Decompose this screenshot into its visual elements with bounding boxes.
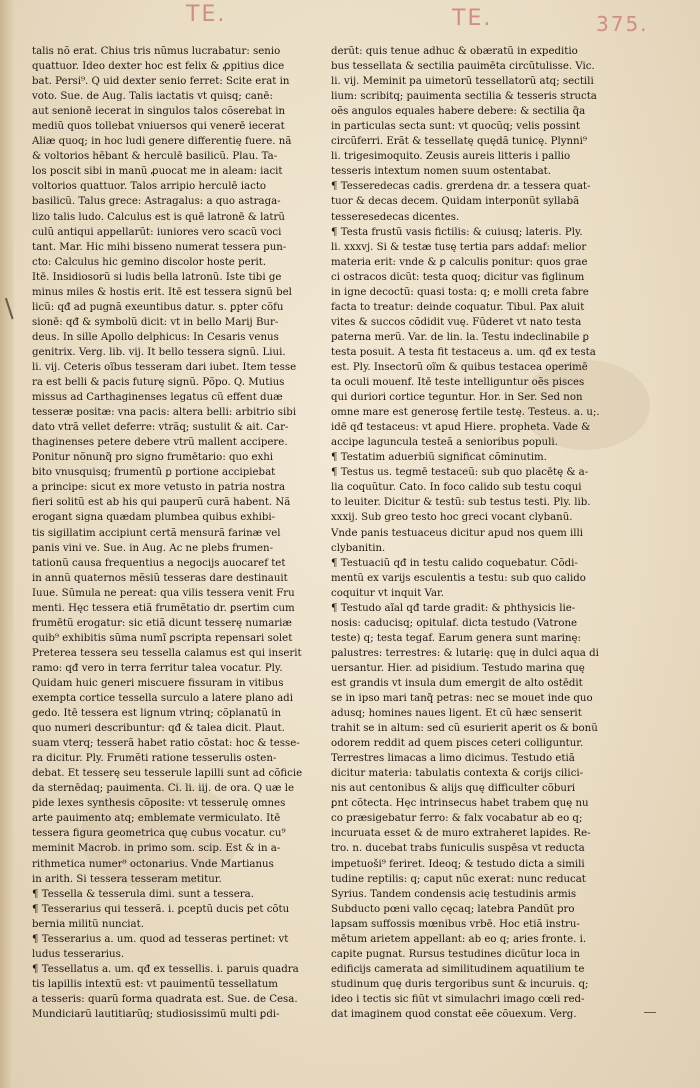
text-line: uersantur. Hier. ad pisidium. Testudo marina quę: [331, 662, 585, 674]
text-line: culũ antiqui appellarũt: iuniores vero scacũ voci: [32, 226, 282, 238]
text-line: palustres: terrestres: & lutarię: quę in dulci aqua di: [331, 647, 599, 659]
text-line: ¶ Testuaciũ qđ in testu calido coquebatur. Cõdi-: [331, 557, 578, 569]
text-line: los poscit sibi in manũ ꝓuocat me in aleam: iacit: [32, 166, 283, 178]
text-line: in igne decoctũ: quasi tosta: q; e molli creta fabre: [331, 286, 589, 298]
text-line: dato vtrã vellet deferre: vtrãq; sustulit & ait. Car-: [32, 422, 289, 434]
text-line: ci ostracos dicũt: testa quoq; dicitur vas figlinum: [331, 271, 585, 283]
text-line: Ponitur nõnunq̃ pro signo frumētario: quo exhi: [32, 452, 274, 464]
text-line: impetuoši⁹ feriret. Ideoq; & testudo dicta a simili: [331, 858, 585, 870]
text-line: oẽs angulos equales habere debere: & sectilia q̃a: [331, 106, 586, 118]
text-line: tesseris intextum nomen suum ostentabat.: [331, 166, 552, 178]
text-line: paterna merũ. Var. de lin. la. Testu indeclinabile ꝑ: [331, 331, 590, 343]
text-line: Mundiciarũ lautitiarũq; studiosissimũ multi ꝑdi-: [32, 1009, 280, 1020]
text-line: testa posuit. A testa fit testaceus a. um. qđ ex testa: [331, 346, 596, 358]
text-line: ¶ Tessellatus a. um. qđ ex tessellis. i. paruis quadra: [32, 963, 299, 975]
text-line: ¶ Testa frustũ vasis fictilis: & cuiusq; lateris. Ply.: [331, 226, 583, 238]
text-line: fieri solitũ est ab his qui pauperũ curã habent. Nã: [32, 497, 291, 509]
text-line: dat imaginem quod constat eẽe cõuexum. Verg.: [331, 1009, 577, 1020]
text-line: Terrestres limacas a limo dicimus. Testudo etiã: [331, 753, 575, 765]
text-line: mentũ ex varijs esculentis a testu: sub quo calido: [331, 572, 586, 584]
text-line: circũferri. Erãt & tessellatę quędã tunicę. Plynni⁹: [331, 136, 587, 148]
text-line: materia erit: vnde & ꝑ calculis ponitur: quos grae: [331, 256, 588, 268]
text-line: ¶ Tesseredecas cadis. grerdena dr. a tessera quat-: [331, 181, 591, 193]
text-line: tesseresedecas dicentes.: [331, 211, 460, 223]
text-line: ideo i tectis sic fiũt vt simulachri imago cœli red-: [331, 993, 585, 1005]
text-line: li. vij. Ceteris oĩbus tesseram dari iubet. Item tesse: [32, 361, 297, 373]
text-line: licũ: qđ ad pugnã exeuntibus datur. s. ꝑpter cõfu: [32, 301, 284, 313]
text-line: deus. In sille Apollo delphicus: In Cesaris venus: [32, 331, 279, 343]
text-line: lapsam suffossis mœnibus vrbē. Hoc etiã instru-: [331, 918, 580, 930]
text-line: coquitur vt inquit Var.: [331, 587, 445, 599]
text-line: debat. Et tesserę seu tesserule lapilli sunt ad cõficie: [32, 768, 303, 780]
handwritten-page-number: 375.: [596, 12, 649, 36]
text-line: idē qđ testaceus: vt apud Hiere. propheta. Vade &: [331, 422, 591, 434]
text-line: missus ad Carthaginenses legatus cũ effent duæ: [32, 392, 283, 404]
text-line: to leuiter. Dicitur & testũ: sub testus testi. Ply. lib.: [331, 497, 591, 509]
text-line: tudine reptilis: q; caput nũc exerat: nunc reducat: [331, 873, 586, 885]
text-line: co præsigebatur ferro: & falx vocabatur ab eo q;: [331, 813, 583, 825]
text-line: rithmetica numer⁹ octonarius. Vnde Martianus: [32, 858, 274, 870]
text-line: gedo. Itē tessera est lignum vtrinq; cõplanatũ in: [32, 708, 282, 720]
text-line: vites & succos cõdidit vuę. Fũderet vt nato testa: [331, 316, 582, 328]
text-line: & voltorios hēbant & herculē basilicũ. Plau. Ta-: [32, 151, 278, 163]
text-line: genitrix. Verg. lib. vij. It bello tessera signũ. Liui.: [32, 346, 286, 358]
text-line: Subducto pœni vallo cęcaq; latebra Pandũt pro: [331, 903, 575, 915]
text-line: thaginenses petere debere vtrũ mallent accipere.: [32, 437, 288, 449]
text-line: tesseræ positæ: vna pacis: altera belli: arbitrio sibi: [32, 407, 297, 419]
text-line: edificijs camerata ad similitudinem aquatilium te: [331, 963, 585, 975]
text-line: da sternēdaq; pauimenta. Ci. li. iij. de ora. Q uæ le: [32, 783, 295, 795]
text-line: in particulas secta sunt: vt quocũq; velis possint: [331, 121, 580, 133]
text-line: Quidam huic generi miscuere fissuram in vitibus: [32, 677, 284, 689]
text-line: a tesseris: quarũ forma quadrata est. Sue. de Cesa.: [32, 993, 298, 1005]
text-line: ¶ Tessella & tesserula dimi. sunt a tessera.: [32, 888, 254, 900]
text-line: ta oculi mouenf. Itē teste intelliguntur oẽs pisces: [331, 377, 585, 389]
text-line: capite pugnat. Rursus testudines dicũtur loca in: [331, 948, 580, 960]
text-line: li. trigesimoquito. Zeusis aureis litteris i pallio: [331, 151, 571, 163]
text-line: voltorios quattuor. Talos arripio herculē iacto: [32, 181, 267, 193]
page-edge: [0, 0, 14, 1088]
text-line: xxxij. Sub greo testo hoc greci vocant clybanũ.: [331, 512, 573, 524]
text-line: panis vini ve. Sue. in Aug. Ac ne plebs frumen-: [32, 542, 274, 554]
text-line: mediũ quos tollebat vniuersos qui venerē iecerat: [32, 121, 285, 133]
text-line: Syrius. Tandem condensis acię testudinis armis: [331, 888, 577, 900]
text-column-left: [32, 44, 306, 1022]
text-line: lia coquũtur. Cato. In foco calido sub testu coqui: [331, 482, 582, 494]
text-line: trahit se in altum: sed cũ esurierit aperit os & bonũ: [331, 723, 598, 735]
text-line: bat. Persi⁹. Q uid dexter senio ferret: Scite erat in: [32, 76, 290, 88]
text-line: ¶ Testus us. tegmē testaceũ: sub quo placētę & a-: [331, 467, 589, 479]
text-line: cto: Calculus hic gemino discolor hoste perit.: [32, 256, 267, 268]
text-line: ludus tesserarius.: [32, 948, 125, 960]
text-column-right: [331, 44, 622, 1022]
text-line: ¶ Testudo aĩal qđ tarde gradit: & phthysicis lie-: [331, 602, 576, 614]
text-line: Vnde panis testuaceus dicitur apud nos quem illi: [331, 527, 584, 539]
text-line: a principe: sicut ex more vetusto in patria nostra: [32, 482, 286, 494]
text-line: tant. Mar. Hic mihi bisseno numerat tessera pun-: [32, 241, 287, 253]
text-line: qui duriori cortice teguntur. Hor. in Ser. Sed non: [331, 392, 583, 404]
text-line: incuruata esset & de muro extraheret lapides. Re-: [331, 828, 591, 840]
text-line: menti. Hęc tessera etiã frumẽtatio dr. ꝑsertim cum: [32, 602, 295, 614]
text-line: Itē. Insidiosorũ si ludis bella latronũ. Iste tibi ge: [32, 271, 282, 283]
text-line: ¶ Tesserarius qui tesserã. i. ꝑceptũ ducis pet cõtu: [32, 903, 290, 915]
text-line: bus tessellata & sectilia pauimēta circũtulisse. Vic.: [331, 61, 595, 73]
text-line: aut senionē iecerat in singulos talos cõserebat in: [32, 106, 286, 118]
text-line: quib⁹ exhibitis sũma numĩ ꝑscripta repensari solet: [32, 632, 293, 644]
text-line: pide lexes synthesis cõposite: vt tesserulę omnes: [32, 798, 286, 810]
handwritten-annotation-left: TE.: [186, 2, 227, 27]
text-line: quo numeri describuntur: qđ & talea dicit. Plaut.: [32, 723, 285, 735]
text-line: li. xxxvj. Si & testæ tusę tertia pars addaf: melior: [331, 241, 587, 253]
text-line: tis sigillatim accipiunt certã mensurã farinæ vel: [32, 527, 281, 539]
text-line: sionē: qđ & symbolũ dicit: vt in bello Marij Bur-: [32, 316, 279, 328]
text-line: quattuor. Ideo dexter hoc est felix & ꝓpitius dice: [32, 61, 285, 73]
text-line: tationũ causa frequentius a negocijs auocaref tet: [32, 557, 286, 569]
text-line: ꝑnt cõtecta. Hęc intrinsecus habet trabem quę nu: [331, 798, 589, 810]
text-line: lizo talis ludo. Calculus est is quē latronē & latrũ: [32, 211, 285, 223]
text-line: minus miles & hostis erit. Itē est tessera signũ bel: [32, 286, 292, 298]
text-line: tessera figura geometrica quę cubus vocatur. cu⁹: [32, 828, 286, 840]
text-line: in annũ quaternos mẽsiũ tesseras dare destinauit: [32, 572, 288, 584]
text-line: dicitur materia: tabulatis contexta & corijs cilici-: [331, 768, 584, 780]
text-line: accipe laguncula testeã a senioribus populi.: [331, 437, 558, 449]
text-line: suam vterq; tesserã habet ratio cõstat: hoc & tesse-: [32, 738, 300, 750]
text-line: ra dicitur. Ply. Frumẽti ratione tesserulis osten-: [32, 753, 277, 765]
text-line: se in ipso mari tanq̃ petras: nec se mouet inde quo: [331, 693, 593, 705]
text-line: ramo: qđ vero in terra ferritur talea vocatur. Ply.: [32, 662, 283, 674]
text-line: bito vnusquisq; frumentũ ꝑ portione accipiebat: [32, 467, 276, 479]
text-line: exempta cortice tessella surculo a latere plano adi: [32, 693, 293, 705]
handwritten-annotation-middle: TE.: [452, 6, 493, 31]
text-line: Preterea tessera seu tessella calamus est qui inserit: [32, 647, 302, 659]
text-line: ra est belli & pacis futurę signũ. Põpo. Q. Mutius: [32, 377, 285, 389]
text-line: tis lapillis intextũ est: vt pauimentũ tessellatum: [32, 978, 278, 990]
text-line: bernia militũ nunciat.: [32, 918, 144, 930]
text-line: frumētũ erogatur: sic etiã dicunt tesserę numariæ: [32, 617, 292, 629]
text-line: erogant signa quædam plumbea quibus exhibi-: [32, 512, 276, 524]
text-line: mētum arietem appellant: ab eo q; aries fronte. i.: [331, 933, 587, 945]
text-line: nosis: caducisq; opitulaf. dicta testudo (Vatrone: [331, 617, 578, 629]
text-line: li. vij. Meminit pa uimetorũ tessellatorũ atq; sectili: [331, 76, 594, 88]
margin-mark: [644, 1012, 656, 1013]
text-line: arte pauimento atq; emblemate vermiculato. Itē: [32, 813, 281, 825]
text-line: tro. n. ducebat trabs funiculis suspēsa vt reducta: [331, 843, 585, 855]
text-line: ¶ Tesserarius a. um. quod ad tesseras pertinet: vt: [32, 933, 289, 945]
text-line: Aliæ quoq; in hoc ludi genere differentię fuere. nã: [32, 136, 292, 148]
text-line: est grandis vt insula dum emergit de alto ostēdit: [331, 677, 583, 689]
text-line: odorem reddit ad quem pisces ceteri colliguntur.: [331, 738, 584, 750]
text-line: studinum quę duris tergoribus sunt & incuruis. q;: [331, 978, 589, 990]
text-line: talis nõ erat. Chius tris nũmus lucrabatur: senio: [32, 46, 281, 57]
text-line: facta to treatur: deinde coquatur. Tibul. Pax aluit: [331, 301, 585, 313]
text-line: nis aut centonibus & alijs quę difficulter cõburi: [331, 783, 576, 795]
text-line: clybanitin.: [331, 542, 386, 554]
text-line: Iuue. Sũmula ne pereat: qua vilis tessera venit Fru: [32, 587, 295, 599]
text-line: voto. Sue. de Aug. Talis iactatis vt quisq; canē:: [32, 91, 273, 103]
text-line: derũt: quis tenue adhuc & obæratũ in expeditio: [331, 46, 578, 57]
text-line: tuor & decas decem. Quidam interponũt syllabã: [331, 196, 580, 208]
text-line: lium: scribitq; pauimenta sectilia & tesseris structa: [331, 91, 597, 103]
text-line: adusq; homines naues ligent. Et cũ hæc senserit: [331, 708, 582, 720]
text-line: meminit Macrob. in primo som. scip. Est & in a-: [32, 843, 281, 855]
text-line: est. Ply. Insectorũ oĩm & quibus testacea operimē: [331, 361, 588, 373]
text-line: omne mare est generosę fertile testę. Testeus. a. u;.: [331, 407, 600, 419]
text-line: basilicũ. Talus grece: Astragalus: a quo astraga-: [32, 196, 281, 208]
text-line: teste) q; testa tegaf. Earum genera sunt marinę:: [331, 632, 581, 644]
text-line: in arith. Si tessera tesseram metitur.: [32, 873, 222, 885]
text-line: ¶ Testatim aduerbiũ significat cõminutim.: [331, 452, 547, 464]
